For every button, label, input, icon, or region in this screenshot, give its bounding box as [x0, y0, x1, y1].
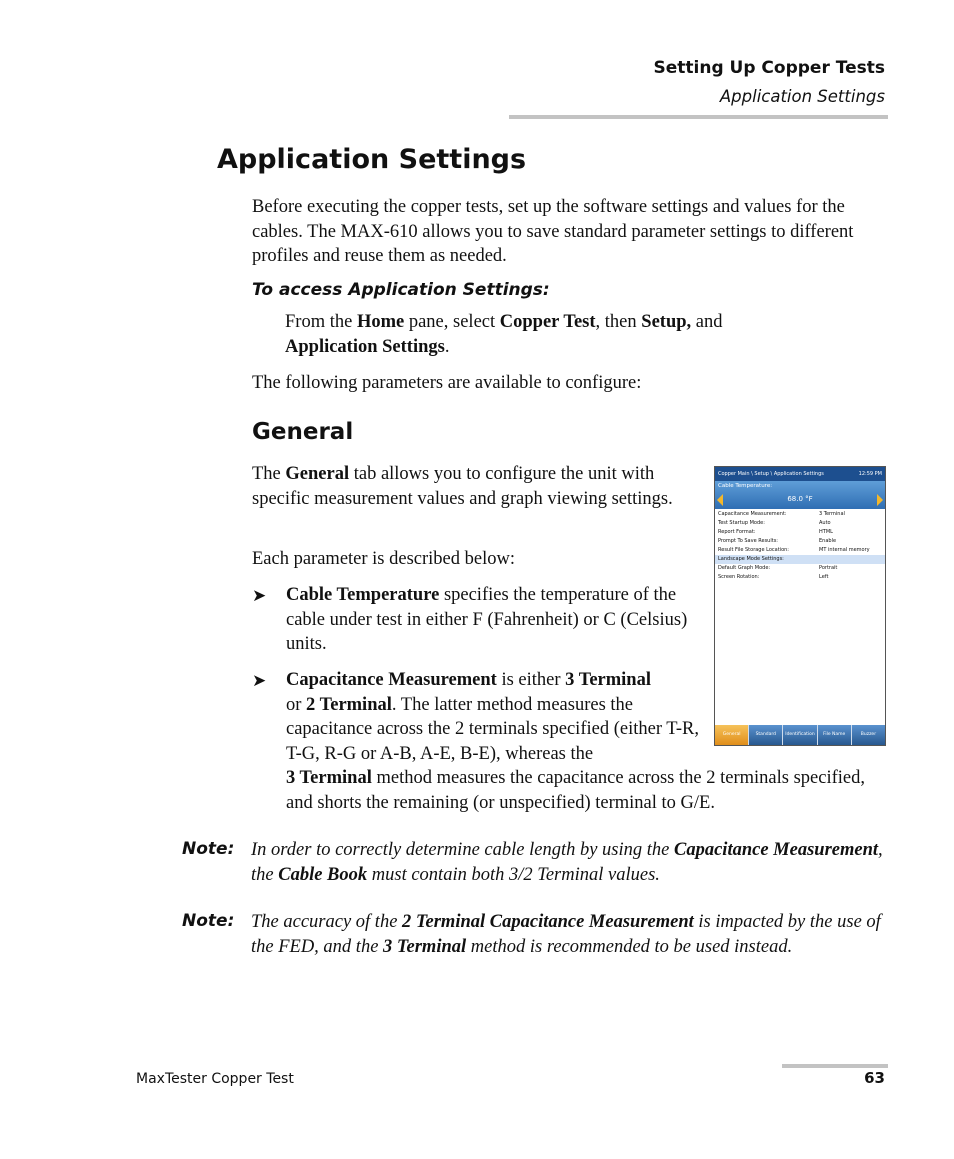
step-home: Home — [356, 312, 405, 332]
bullet-term: Cable Temperature — [286, 585, 440, 605]
settings-row — [715, 519, 885, 528]
note-bold: Cable Book — [278, 864, 368, 885]
running-header-section: Application Settings — [719, 87, 885, 106]
setting-name: Report Format: — [718, 529, 756, 535]
settings-row — [715, 546, 885, 555]
setting-value: Enable — [819, 538, 837, 544]
setting-value: Left — [819, 574, 829, 580]
step-text: and — [691, 312, 723, 332]
screenshot-tab-bar — [715, 725, 885, 745]
note-span: The accuracy of the — [251, 912, 403, 932]
procedure-step — [285, 310, 845, 359]
settings-row — [715, 564, 885, 573]
settings-row — [715, 537, 885, 546]
note-label: Note: — [182, 911, 235, 931]
setting-name: Screen Rotation: — [718, 574, 760, 580]
note-span: method is recommended to be used instead. — [466, 936, 793, 957]
note-text — [251, 910, 891, 959]
bullet-text: or — [286, 694, 307, 715]
bullet-text: . The latter method measures the capacitance across the 2 terminals specified (either T-R, T-G, R-G or A-B, A-E, B-E), whereas the — [286, 694, 699, 764]
settings-row — [715, 510, 885, 519]
setting-name: Result File Storage Location: — [718, 547, 789, 553]
tab-identification: Identification — [782, 725, 816, 745]
bullet-cable-temperature — [286, 583, 710, 657]
step-copper-test: Copper Test — [499, 312, 596, 332]
cable-temperature-label: Cable Temperature: — [718, 483, 773, 489]
note-bold: 3 Terminal — [383, 936, 467, 957]
step-text: . — [444, 336, 450, 357]
tab-buzzer: Buzzer — [851, 725, 885, 745]
step-setup: Setup, — [641, 312, 692, 332]
bullet-term: Capacitance Measurement — [286, 670, 497, 690]
general-description — [252, 462, 712, 511]
intro-paragraph: Before executing the copper tests, set up the software settings and values for the cables. The MAX-610 allows you to save standard parameter settings to different profiles and reuse them as needed. — [252, 197, 854, 266]
step-text: pane, select — [404, 312, 500, 332]
setting-value: MT internal memory — [819, 547, 870, 553]
bullet-arrow-icon: ➤ — [252, 671, 267, 690]
setting-value: HTML — [819, 529, 833, 535]
step-text: From the — [285, 312, 357, 332]
bullet-text: is either — [496, 670, 566, 690]
note-bold: 2 Terminal Capacitance Measurement — [402, 912, 694, 932]
settings-row — [715, 573, 885, 582]
section-heading-general: General — [252, 419, 354, 445]
setting-name: Prompt To Save Results: — [718, 538, 778, 544]
setting-value: Portrait — [819, 565, 838, 571]
bullet-capacitance-continued — [286, 766, 886, 815]
bullet-bold: 2 Terminal — [306, 694, 392, 715]
parameters-intro: The following parameters are available to configure: — [252, 373, 642, 393]
tab-file-name: File Name — [817, 725, 851, 745]
note-span: In order to correctly determine cable length by using the — [251, 840, 674, 860]
bullet-arrow-icon: ➤ — [252, 586, 267, 605]
page-title: Application Settings — [217, 144, 527, 175]
bullet-bold: 3 Terminal — [286, 768, 372, 788]
screenshot-clock: 12:59 PM — [858, 471, 882, 477]
each-parameter-text: Each parameter is described below: — [252, 549, 515, 569]
bullet-text: specifies the temperature of the cable under test in either F (Fahrenheit) or C (Celsius) units. — [286, 585, 688, 654]
page-number: 63 — [864, 1069, 885, 1087]
setting-name: Default Graph Mode: — [718, 565, 771, 571]
tab-standard: Standard — [748, 725, 782, 745]
bullet-bold: 3 Terminal — [565, 670, 651, 690]
running-header-chapter: Setting Up Copper Tests — [653, 58, 885, 78]
desc-general: General — [285, 464, 350, 484]
procedure-heading: To access Application Settings: — [252, 280, 550, 300]
footer-rule — [782, 1064, 888, 1068]
desc-text: tab allows you to configure the unit with specific measurement values and graph viewing settings. — [252, 464, 673, 509]
setting-name: Capacitance Measurement: — [718, 511, 787, 517]
screenshot-title-bar — [715, 467, 885, 481]
cable-temperature-value: 68.0 °F — [787, 495, 813, 503]
screenshot-breadcrumb: Copper Main \ Setup \ Application Settings — [718, 471, 824, 477]
increase-arrow-icon — [877, 494, 883, 506]
settings-group-header — [715, 555, 885, 564]
note-span: must contain both 3/2 Terminal values. — [367, 864, 660, 885]
setting-value: Auto — [819, 520, 831, 526]
setting-name: Landscape Mode Settings: — [718, 556, 784, 562]
desc-text: The — [252, 464, 286, 484]
note-text — [251, 838, 891, 887]
setting-name: Test Startup Mode: — [718, 520, 765, 526]
tab-general: General — [715, 725, 748, 745]
header-rule — [509, 115, 888, 119]
cable-temperature-field — [715, 481, 885, 509]
bullet-capacitance-measurement — [286, 668, 710, 766]
note-span: , the — [251, 840, 883, 885]
step-application-settings: Application Settings — [285, 336, 445, 357]
note-bold: Capacitance Measurement — [674, 840, 879, 860]
footer-product-name: MaxTester Copper Test — [136, 1071, 294, 1087]
note-label: Note: — [182, 839, 235, 859]
setting-value: 3 Terminal — [819, 511, 845, 517]
note-span: is impacted by the use of the FED, and the — [251, 912, 881, 957]
step-text: , then — [595, 312, 642, 332]
settings-row — [715, 528, 885, 537]
bullet-text: method measures the capacitance across the 2 terminals specified, and shorts the remaining (or unspecified) terminal to G/E. — [286, 768, 865, 813]
settings-list — [715, 510, 885, 582]
device-screenshot — [714, 466, 886, 746]
